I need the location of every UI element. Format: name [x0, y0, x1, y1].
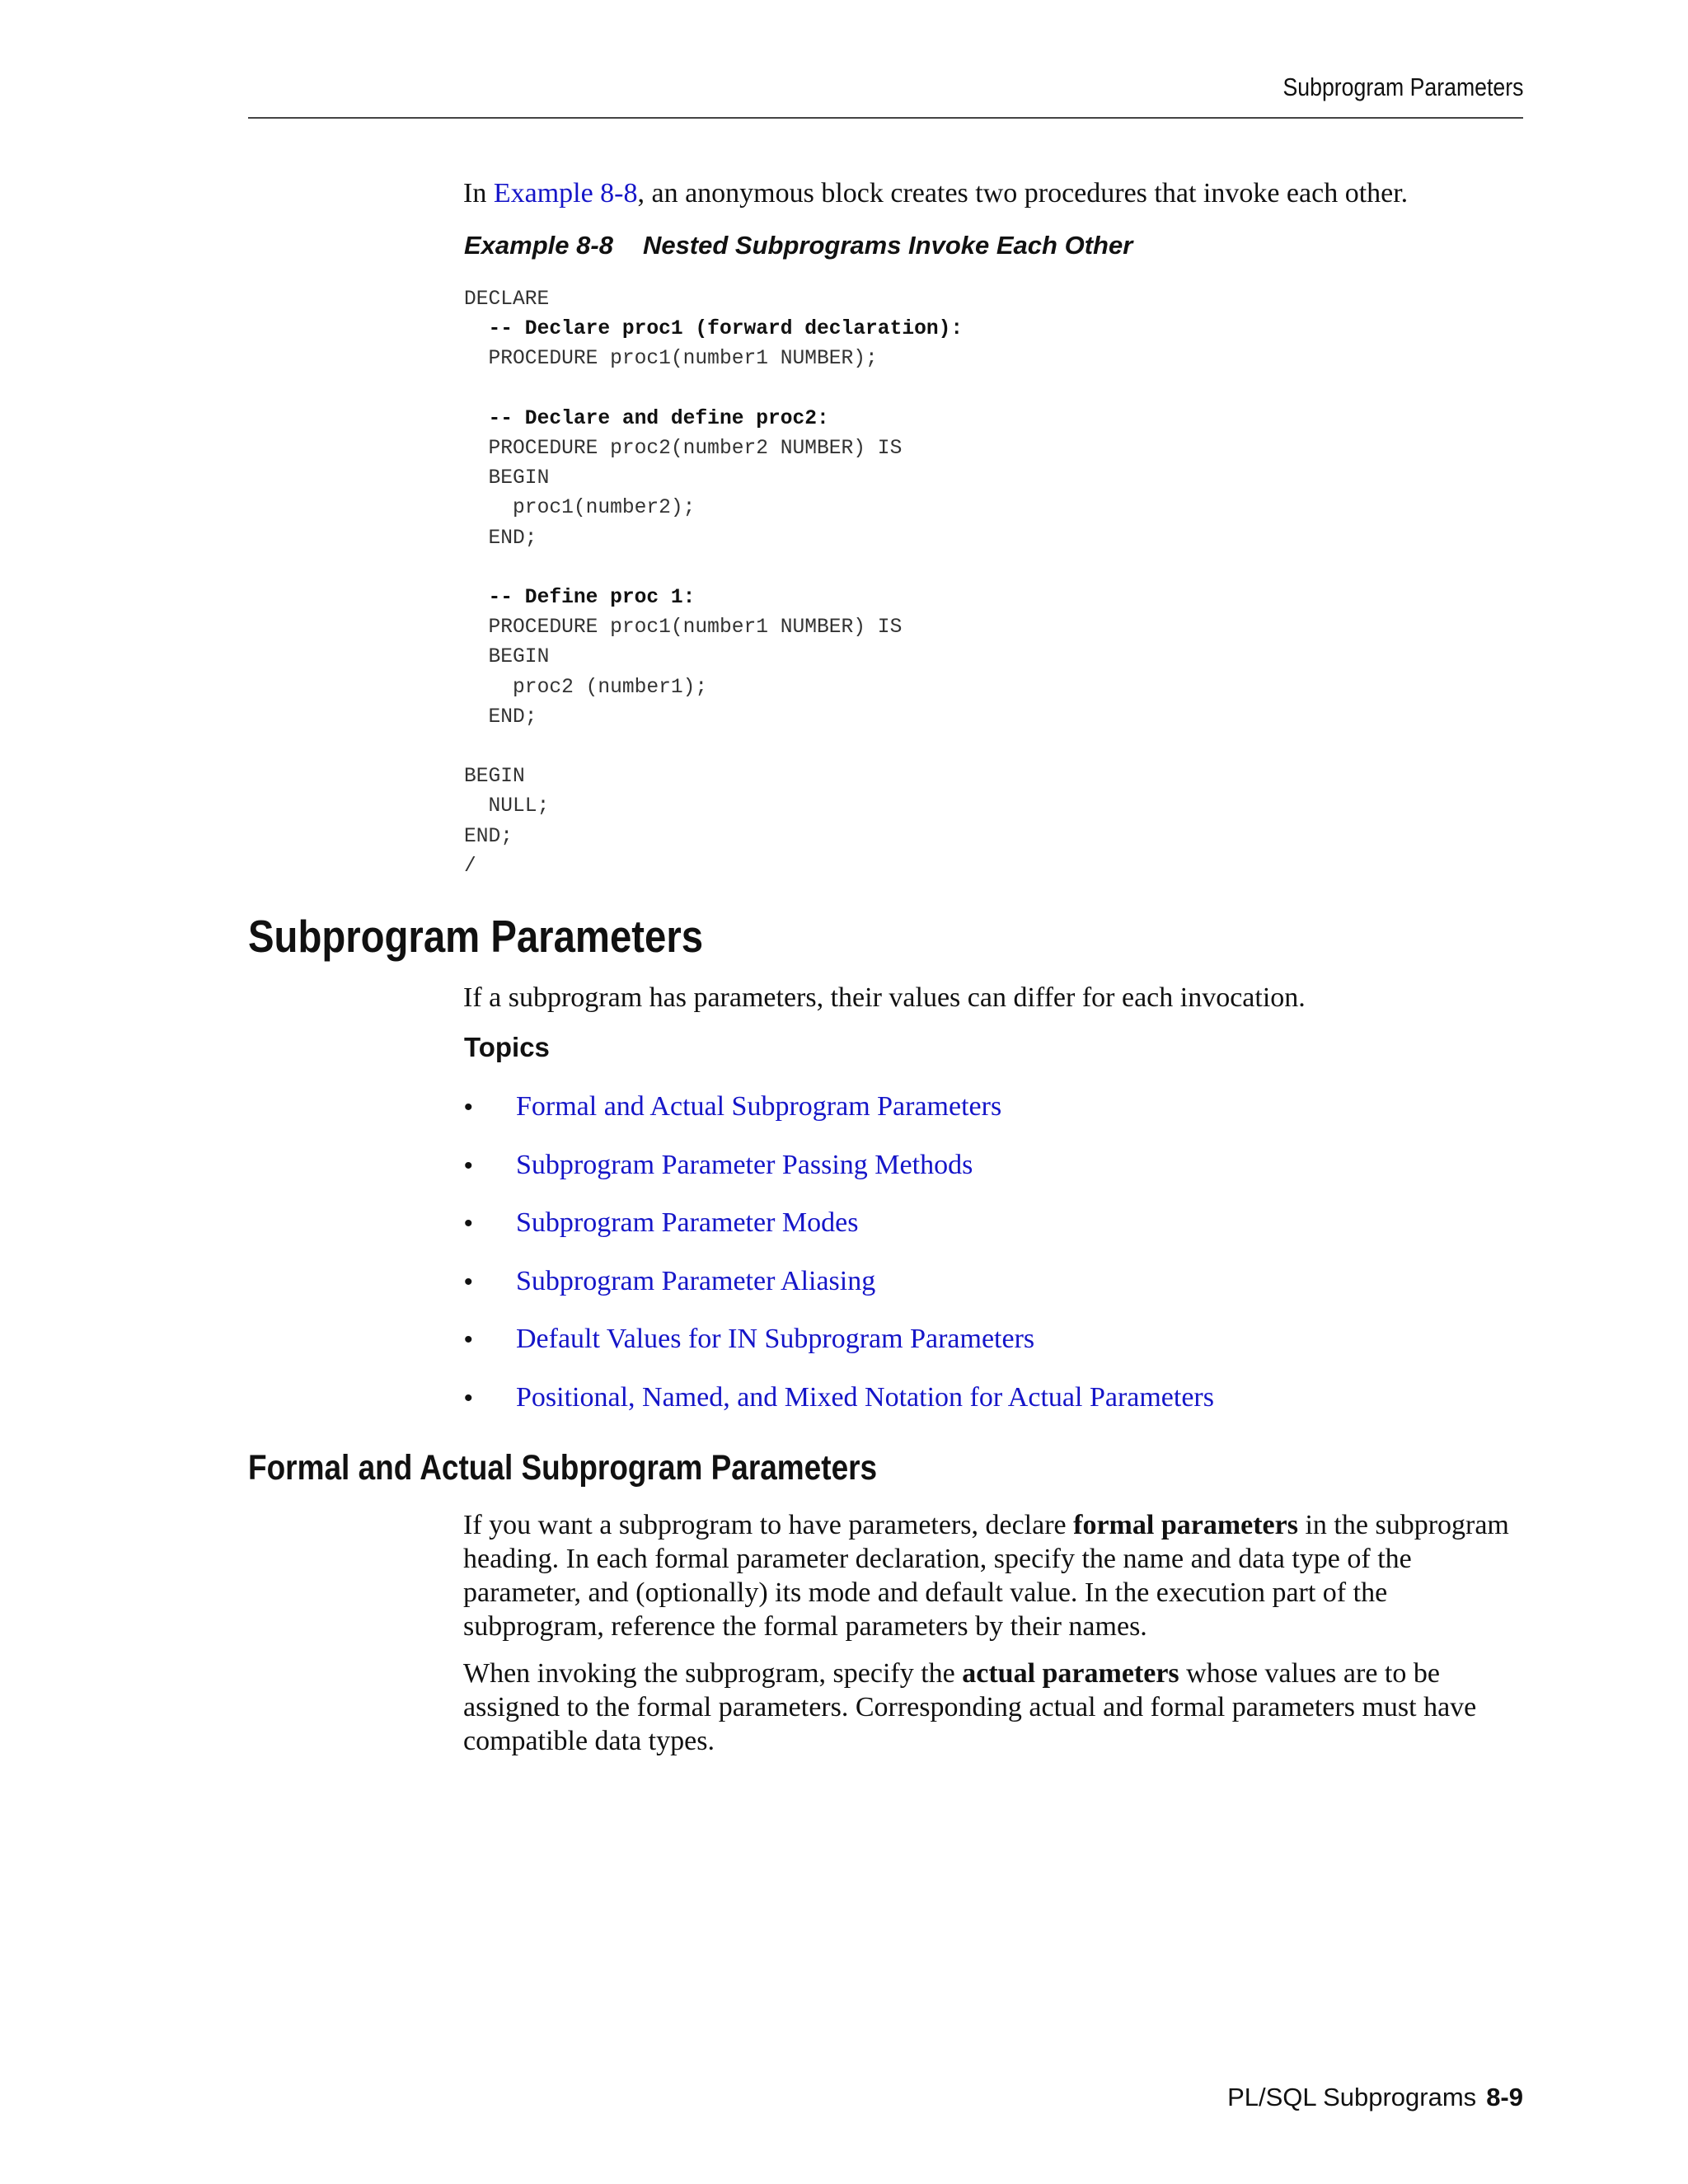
topic-link-modes[interactable]: Subprogram Parameter Modes — [516, 1207, 859, 1238]
section-intro: If a subprogram has parameters, their values can differ for each invocation. — [463, 982, 1306, 1013]
code-line: END; — [488, 527, 537, 550]
list-item — [464, 1322, 1214, 1380]
header-rule — [248, 117, 1523, 119]
example-number: Example 8-8 — [464, 231, 613, 260]
code-line: DECLARE — [464, 288, 550, 311]
section-heading-subprogram-parameters: Subprogram Parameters — [248, 911, 704, 962]
code-line: proc2 (number1); — [513, 676, 708, 699]
list-item — [464, 1380, 1214, 1439]
paragraph-text: When invoking the subprogram, specify the — [463, 1658, 963, 1689]
code-line: END; — [488, 705, 537, 729]
code-line: NULL; — [488, 795, 550, 818]
topics-heading: Topics — [464, 1032, 550, 1062]
code-line: proc1(number2); — [513, 497, 696, 520]
running-header: Subprogram Parameters — [1282, 73, 1523, 101]
code-line: / — [464, 855, 476, 878]
term-formal-parameters: formal parameters — [1073, 1510, 1298, 1540]
code-line: PROCEDURE proc1(number1 NUMBER) IS — [488, 616, 903, 640]
intro-paragraph — [463, 176, 1526, 210]
section-heading-formal-actual: Formal and Actual Subprogram Parameters — [248, 1448, 878, 1488]
code-comment: -- Declare proc1 (forward declaration): — [488, 318, 964, 341]
footer-title: PL/SQL Subprograms — [1227, 2083, 1477, 2111]
code-comment: -- Declare and define proc2: — [488, 407, 829, 430]
intro-prefix: In — [463, 178, 494, 209]
list-item — [464, 1090, 1214, 1148]
topic-link-formal-actual[interactable]: Formal and Actual Subprogram Parameters — [516, 1091, 1002, 1122]
bullet-icon: • — [464, 1268, 473, 1296]
bullet-icon: • — [464, 1151, 473, 1179]
example-8-8-link[interactable]: Example 8-8 — [493, 178, 638, 209]
example-caption: Nested Subprograms Invoke Each Other — [642, 231, 1133, 260]
topics-list — [464, 1090, 1214, 1438]
code-block — [464, 285, 963, 882]
bullet-icon: • — [464, 1094, 473, 1121]
topic-link-aliasing[interactable]: Subprogram Parameter Aliasing — [516, 1265, 876, 1296]
code-line: BEGIN — [488, 467, 550, 490]
code-line: BEGIN — [488, 646, 550, 669]
code-line: END; — [464, 825, 513, 848]
paragraph-text: in the subprogram heading. In each formal parameter declaration, specify the name and data type of the parameter, and (optionally) its mode and default value. In the execution part of the subprogram, reference the formal parameters by their names. — [463, 1510, 1509, 1642]
paragraph-text: whose values are to be assigned to the formal parameters. Corresponding actual and formal parameters must have compatible data types. — [463, 1658, 1477, 1756]
term-actual-parameters: actual parameters — [962, 1658, 1179, 1689]
bullet-icon: • — [464, 1384, 473, 1412]
running-footer — [1227, 2083, 1523, 2112]
example-title — [464, 231, 1132, 260]
bullet-icon: • — [464, 1326, 473, 1353]
paragraph-text: If you want a subprogram to have parameters, declare — [463, 1510, 1074, 1540]
list-item — [464, 1206, 1214, 1264]
paragraph-actual-parameters — [463, 1657, 1526, 1758]
topic-link-notation[interactable]: Positional, Named, and Mixed Notation for Actual Parameters — [516, 1381, 1214, 1413]
list-item — [464, 1264, 1214, 1323]
code-line: PROCEDURE proc2(number2 NUMBER) IS — [488, 438, 903, 461]
code-comment: -- Define proc 1: — [488, 587, 696, 610]
code-line: BEGIN — [464, 766, 525, 789]
code-line: PROCEDURE proc1(number1 NUMBER); — [488, 348, 878, 371]
list-item — [464, 1148, 1214, 1207]
intro-suffix: , an anonymous block creates two procedures that invoke each other. — [637, 178, 1409, 209]
bullet-icon: • — [464, 1210, 473, 1237]
topic-link-passing-methods[interactable]: Subprogram Parameter Passing Methods — [516, 1149, 973, 1180]
topic-link-default-values[interactable]: Default Values for IN Subprogram Parameters — [516, 1324, 1035, 1354]
page-number: 8-9 — [1486, 2083, 1523, 2111]
paragraph-formal-parameters — [463, 1508, 1526, 1643]
